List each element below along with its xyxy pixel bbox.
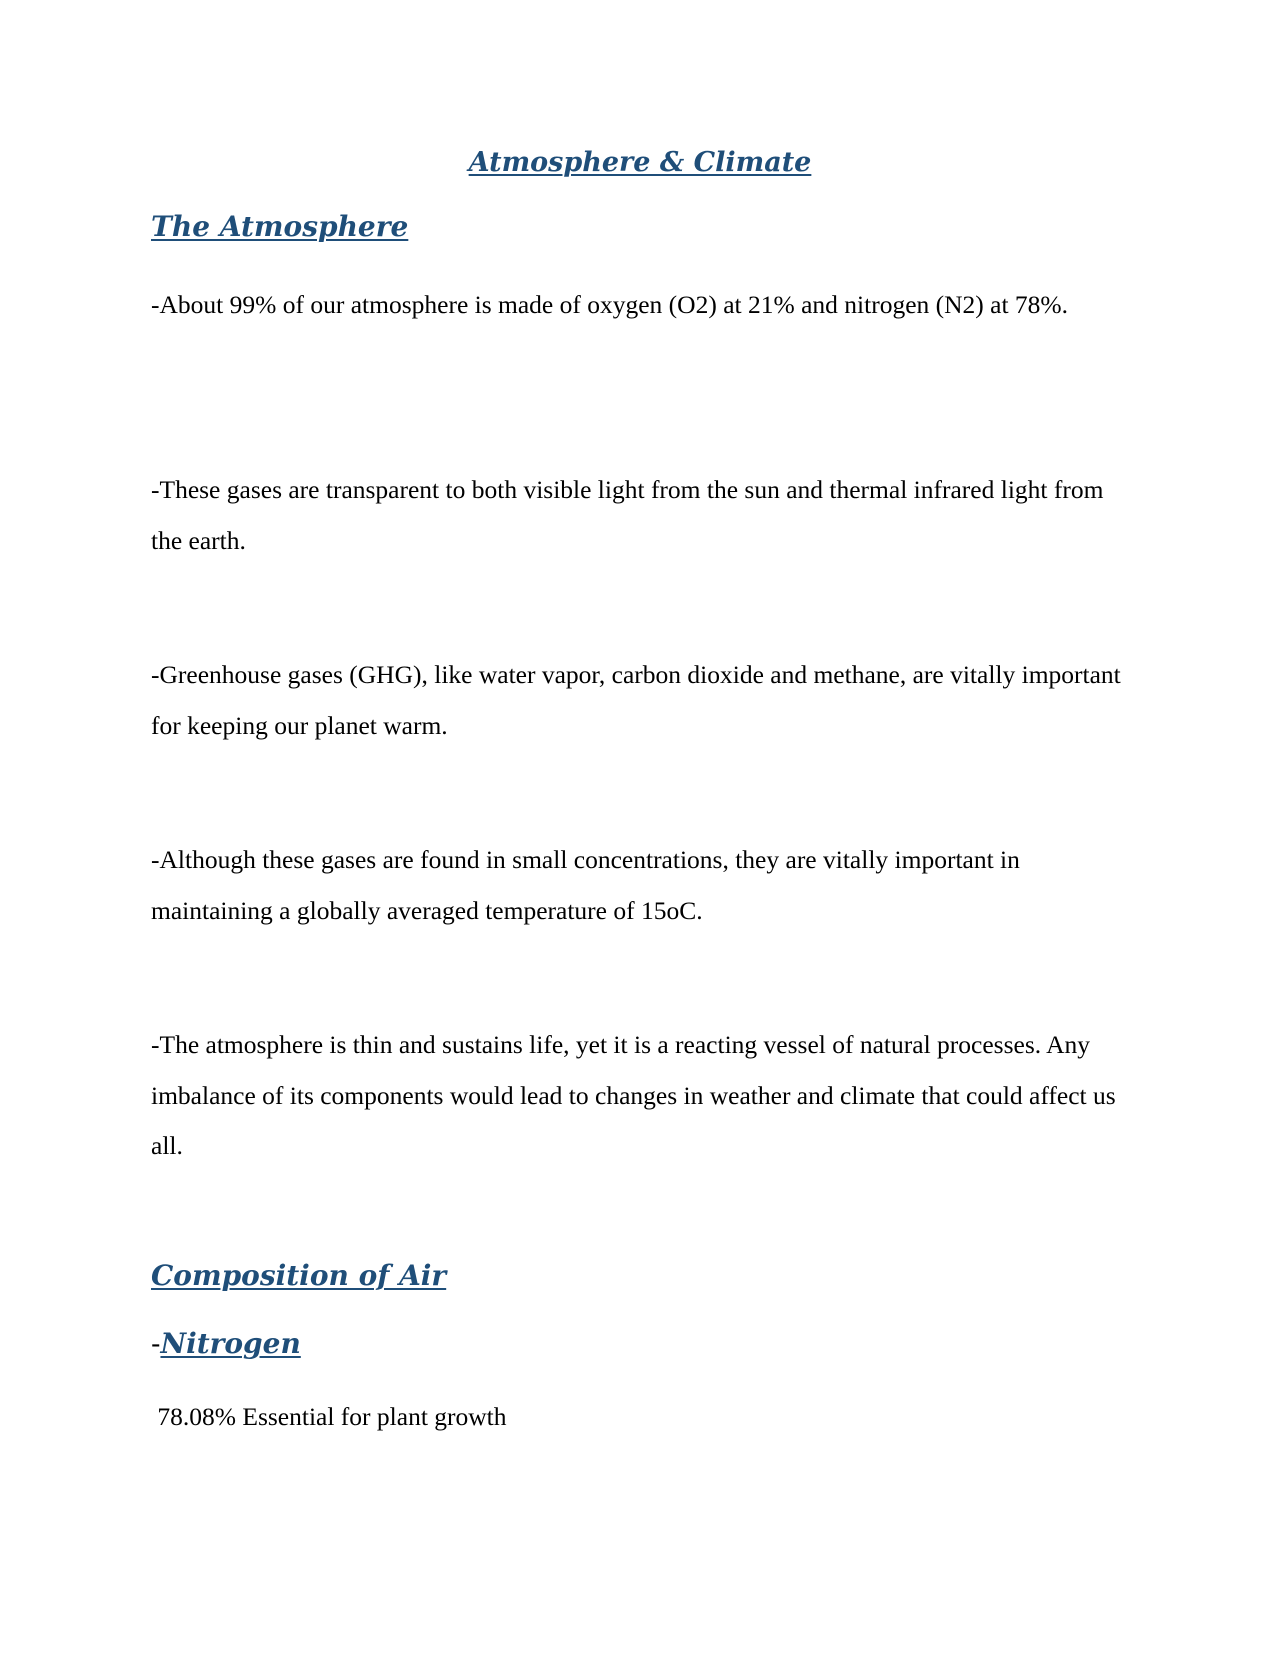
- section-heading-composition-of-air: Composition of Air: [151, 1259, 447, 1292]
- paragraph-transparency: -These gases are transparent to both visible light from the sun and thermal infrared light from the earth.: [151, 475, 1104, 555]
- paragraph-temperature: -Although these gases are found in small concentrations, they are vitally important in maintaining a globally averaged temperature of 15oC.: [151, 845, 1020, 925]
- subheading-dash: -: [151, 1327, 161, 1360]
- paragraph-nitrogen-detail: 78.08% Essential for plant growth: [151, 1402, 507, 1431]
- paragraph-greenhouse-gases: -Greenhouse gases (GHG), like water vapor, carbon dioxide and methane, are vitally important for keeping our planet warm.: [151, 660, 1121, 740]
- document-title: Atmosphere & Climate: [468, 147, 812, 178]
- section-heading-atmosphere: The Atmosphere: [151, 210, 409, 243]
- paragraph-composition: -About 99% of our atmosphere is made of oxygen (O2) at 21% and nitrogen (N2) at 78%.: [151, 290, 1069, 319]
- paragraph-imbalance: -The atmosphere is thin and sustains life, yet it is a reacting vessel of natural processes. Any imbalance of its components would lead to changes in weather and climate that could affect us all.: [151, 1030, 1116, 1160]
- subheading-nitrogen: -Nitrogen: [151, 1327, 301, 1360]
